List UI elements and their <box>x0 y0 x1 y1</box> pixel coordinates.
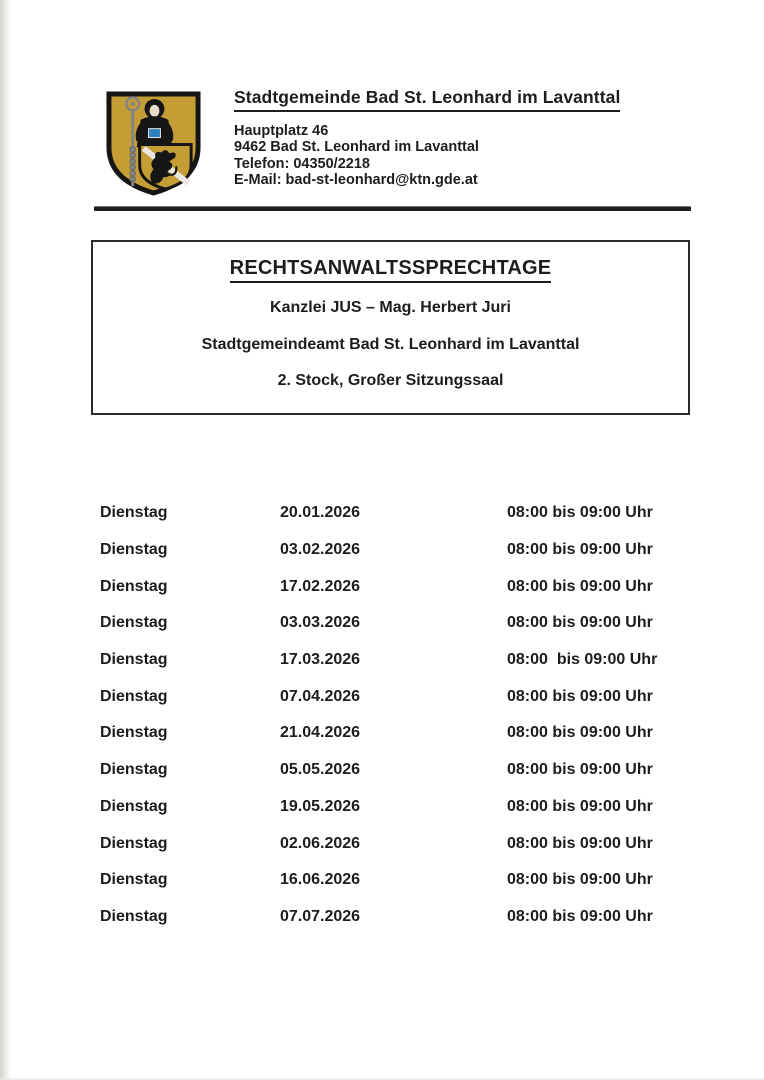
coat-of-arms-icon <box>104 90 203 197</box>
schedule-day: Dienstag <box>100 907 168 925</box>
org-name: Stadtgemeinde Bad St. Leonhard im Lavanttal <box>234 87 620 112</box>
notice-kanzlei-line: Kanzlei JUS – Mag. Herbert Juri <box>270 299 511 316</box>
schedule-date: 07.04.2026 <box>280 687 361 705</box>
schedule-day: Dienstag <box>100 577 168 595</box>
schedule-row <box>100 752 690 789</box>
schedule-date: 17.02.2026 <box>280 577 361 595</box>
schedule-time: 08:00 bis 09:00 Uhr <box>507 577 653 595</box>
schedule-date: 03.02.2026 <box>280 541 361 559</box>
schedule-row <box>100 825 690 862</box>
schedule-row <box>100 715 690 752</box>
schedule-time: 08:00 bis 09:00 Uhr <box>507 687 653 705</box>
schedule-day: Dienstag <box>100 797 168 815</box>
schedule-time: 08:00 bis 09:00 Uhr <box>507 614 653 632</box>
schedule-day: Dienstag <box>100 614 168 632</box>
schedule-row <box>100 678 690 715</box>
notice-box <box>91 240 690 415</box>
schedule-time: 08:00 bis 09:00 Uhr <box>507 541 653 559</box>
schedule-time: 08:00 bis 09:00 Uhr <box>507 834 653 852</box>
header-divider <box>94 206 691 211</box>
schedule-time: 08:00 bis 09:00 Uhr <box>507 907 653 925</box>
schedule-day: Dienstag <box>100 724 168 742</box>
schedule-date: 02.06.2026 <box>280 834 361 852</box>
schedule-row <box>100 495 690 532</box>
schedule-row <box>100 532 690 569</box>
schedule-row <box>100 568 690 605</box>
schedule-day: Dienstag <box>100 651 168 669</box>
email-line: E-Mail: bad-st-leonhard@ktn.gde.at <box>234 172 478 189</box>
schedule-date: 19.05.2026 <box>280 797 361 815</box>
schedule-date: 17.03.2026 <box>280 651 361 669</box>
schedule-day: Dienstag <box>100 687 168 705</box>
address-street: Hauptplatz 46 <box>234 123 329 139</box>
schedule-table <box>100 495 690 935</box>
schedule-day: Dienstag <box>100 761 168 779</box>
address-block <box>234 123 704 189</box>
scan-edge-left <box>0 0 11 1080</box>
schedule-row <box>100 862 690 899</box>
phone-line: Telefon: 04350/2218 <box>234 155 370 172</box>
schedule-date: 07.07.2026 <box>280 907 361 925</box>
schedule-date: 21.04.2026 <box>280 724 361 742</box>
schedule-row <box>100 899 690 936</box>
address-city: 9462 Bad St. Leonhard im Lavanttal <box>234 139 479 156</box>
schedule-time: 08:00 bis 09:00 Uhr <box>507 871 653 889</box>
schedule-row <box>100 789 690 826</box>
schedule-date: 05.05.2026 <box>280 761 361 779</box>
schedule-date: 16.06.2026 <box>280 871 361 889</box>
schedule-date: 20.01.2026 <box>280 504 361 522</box>
schedule-row <box>100 605 690 642</box>
schedule-time: 08:00 bis 09:00 Uhr <box>507 761 653 779</box>
notice-room-line: 2. Stock, Großer Sitzungssaal <box>277 372 504 389</box>
schedule-day: Dienstag <box>100 541 168 559</box>
notice-title: RECHTSANWALTSSPRECHTAGE <box>230 257 552 283</box>
schedule-row <box>100 642 690 679</box>
schedule-date: 03.03.2026 <box>280 614 361 632</box>
letterhead <box>234 87 704 189</box>
schedule-day: Dienstag <box>100 871 168 889</box>
schedule-time: 08:00 bis 09:00 Uhr <box>507 651 658 669</box>
schedule-day: Dienstag <box>100 834 168 852</box>
notice-location-line: Stadtgemeindeamt Bad St. Leonhard im Lavanttal <box>201 336 580 353</box>
schedule-time: 08:00 bis 09:00 Uhr <box>507 504 653 522</box>
schedule-time: 08:00 bis 09:00 Uhr <box>507 724 653 742</box>
schedule-day: Dienstag <box>100 504 168 522</box>
schedule-time: 08:00 bis 09:00 Uhr <box>507 797 653 815</box>
